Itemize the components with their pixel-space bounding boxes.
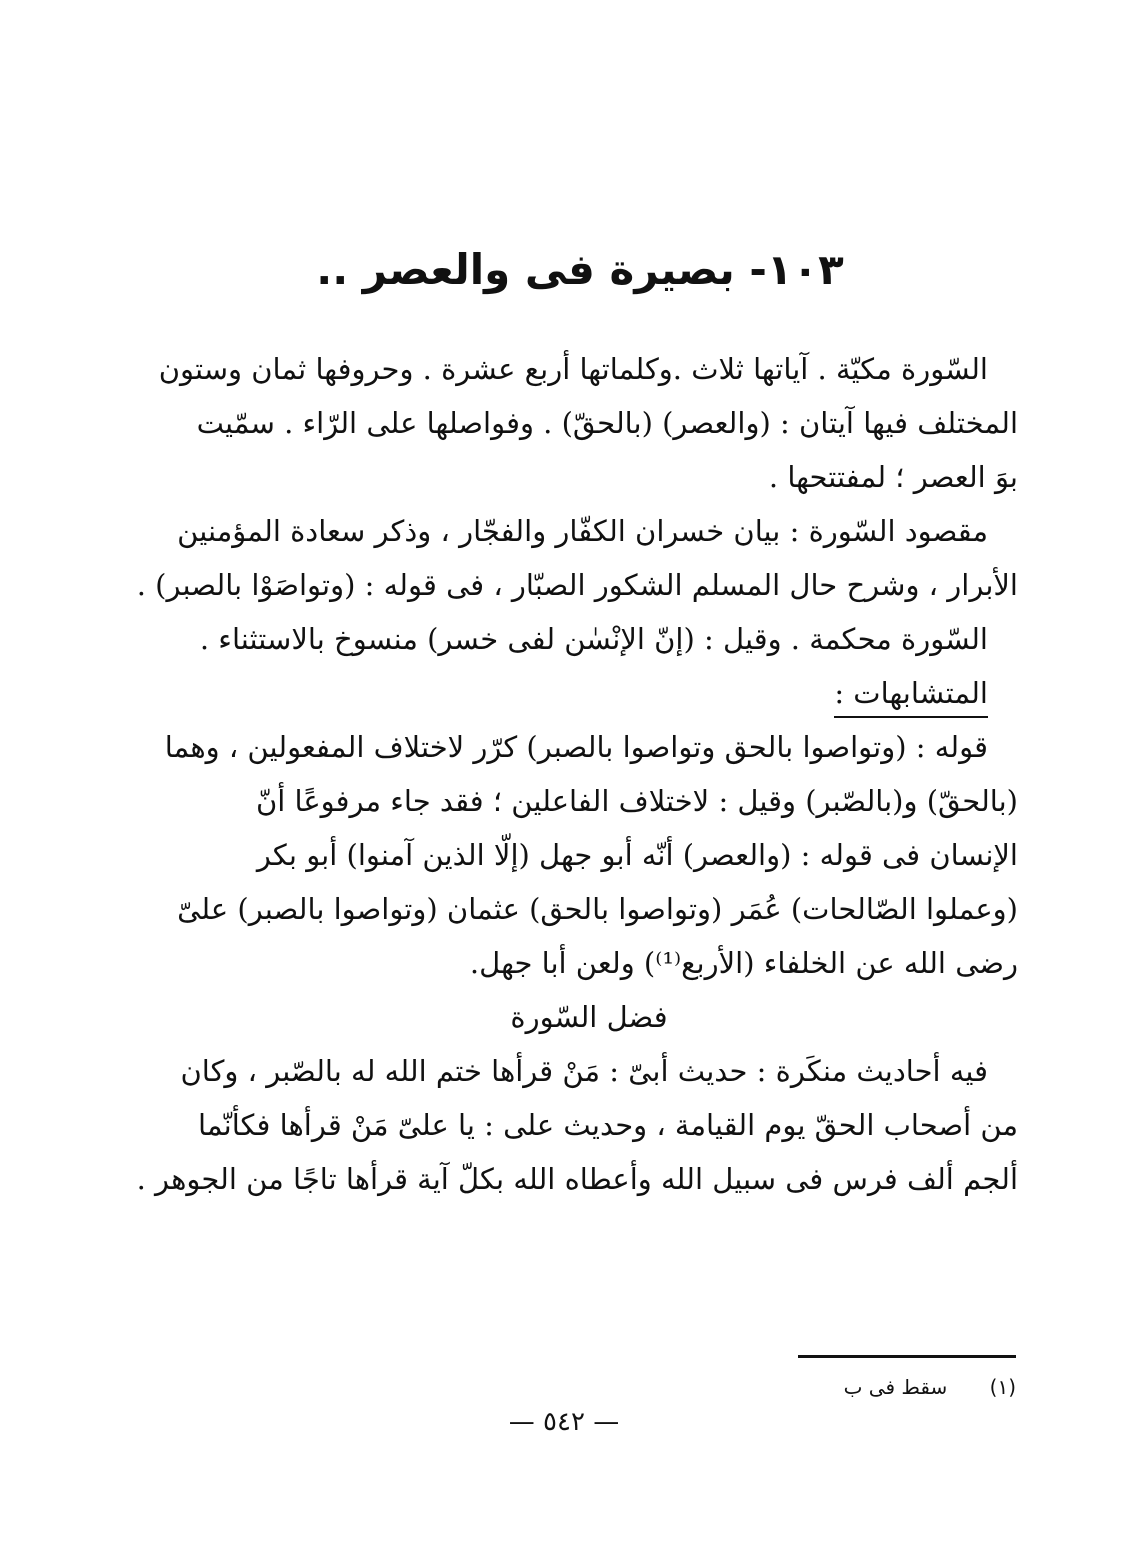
main-text — [136, 342, 1018, 1206]
text-line: بوَ العصر ؛ لمفتتحها . — [768, 460, 1018, 494]
text-line: ألجم ألف فرس فى سبيل الله وأعطاه الله بكلّ آية قرأها تاجًا من الجوهر . — [136, 1162, 1018, 1196]
text-line: المختلف فيها آيتان : (والعصر) (بالحقّ) . وفواصلها على الرّاء . سمّيت — [196, 406, 1018, 440]
text-line: قوله : (وتواصوا بالحق وتواصوا بالصبر) كرّر لاختلاف المفعولين ، وهما — [164, 730, 988, 764]
text-line: رضى الله عن الخلفاء (الأربع⁽¹⁾) ولعن أبا جهل. — [469, 946, 1018, 980]
text-line: السّورة مكيّة . آياتها ثلاث .وكلماتها أربع عشرة . وحروفها ثمان وستون — [158, 352, 988, 386]
footnote — [844, 1371, 1016, 1403]
footnote-separator — [798, 1355, 1016, 1358]
text-line: مقصود السّورة : بيان خسران الكفّار والفجّار ، وذكر سعادة المؤمنين — [177, 514, 988, 548]
text-line: (وعملوا الصّالحات) عُمَر (وتواصوا بالحق) عثمان (وتواصوا بالصبر) علىّ — [177, 892, 1018, 926]
footnote-text: سقط فى ب — [843, 1375, 948, 1399]
section-heading-mutashabihat: المتشابهات : — [160, 666, 1018, 720]
footnote-marker: (١) — [989, 1375, 1016, 1399]
text-line: من أصحاب الحقّ يوم القيامة ، وحديث على : يا علىّ مَنْ قرأها فكأنّما — [198, 1108, 1018, 1142]
text-line: الإنسان فى قوله : (والعصر) أنّه أبو جهل (إلّا الذين آمنوا) أبو بكر — [256, 838, 1018, 872]
page-number: — ٥٤٢ — — [508, 1407, 620, 1437]
text-line: (بالحقّ) و(بالصّبر) وقيل : لاختلاف الفاعلين ؛ فقد جاء مرفوعًا أنّ — [255, 784, 1018, 818]
text-line: السّورة محكمة . وقيل : (إنّ الإنْسٰن لفى خسر) منسوخ بالاستثناء . — [199, 622, 988, 656]
text-line: فيه أحاديث منكَرة : حديث أبىّ : مَنْ قرأها ختم الله له بالصّبر ، وكان — [180, 1054, 988, 1088]
text-line: الأبرار ، وشرح حال المسلم الشكور الصبّار ، فى قوله : (وتواصَوْا بالصبر) . — [136, 568, 1018, 602]
chapter-title: ١٠٣- بصيرة فى والعصر .. — [316, 245, 844, 294]
section-heading-fadl: فضل السّورة — [510, 1000, 668, 1034]
